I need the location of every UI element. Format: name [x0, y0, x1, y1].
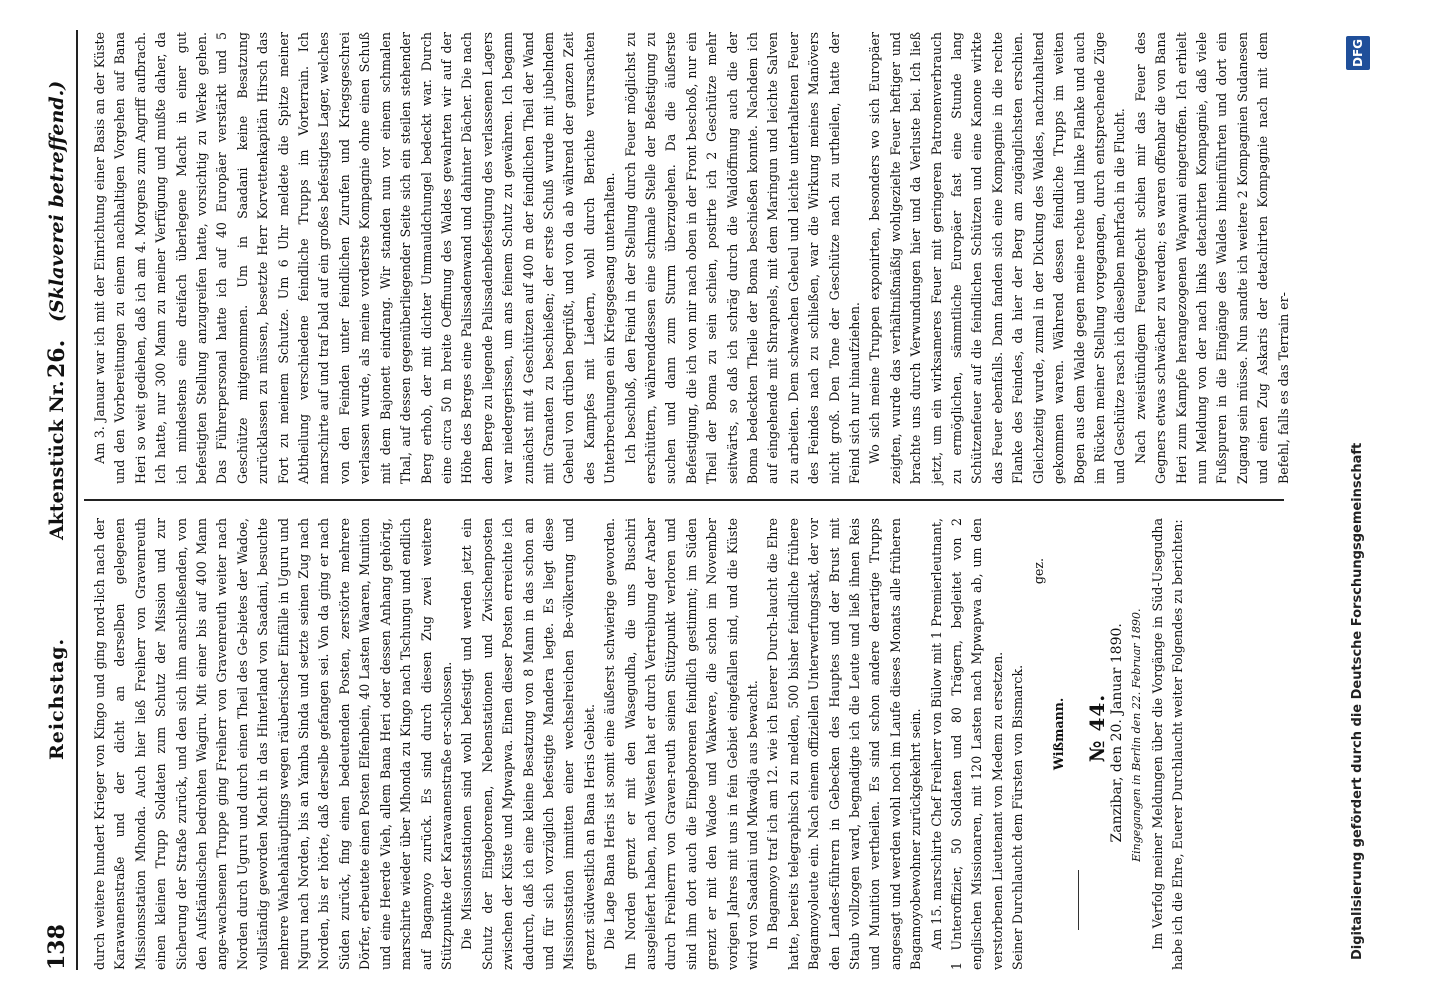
paragraph: In Bagamoyo traf ich am 12. wie ich Euerer Durch-laucht die Ehre hatte, bereits telegraphisch zu melden, 500 bisher feindliche frühere Bagamoyoleute ein. Nach einem offiziellen Unterwerfungsakt, der vor den Landes-führern in Gebecken des Hauptes und der Brust mit Staub vollzogen ward, begnadigte ich die Leute und ließ ihnen Reis und Munition vertheilen. Es sind schon andere derartige Trupps angesagt und werden wohl noch im Laufe dieses Monats alle früheren Bagamoyobewohner zurückgekehrt sein.: [765, 518, 924, 970]
addressee: Seiner Durchlaucht dem Fürsten von Bismarck.: [1010, 664, 1026, 970]
running-title-center: Aktenstück Nr.: [46, 380, 68, 540]
paragraph: Wo sich meine Truppen exponirten, besonders wo sich Europäer zeigten, wurde das verhältnißmäßig wohlgezielte Feuer heftiger und brachte uns durch Verwundungen hier und da Verluste bei. Ich ließ jetzt, um ein wirksameres Feuer mit geringeren Patronenverbrauch zu ermöglichen, sämmtliche Europäer fast eine Stunde lang Schützenfeuer auf die feindlichen Schützen und eine Kanone wirkte das Feuer ebenfalls. Dann fanden sich eine Kompagnie in die rechte Flanke des Feindes, da hier der Berg am zugänglichsten erschien. Gleichzeitig wurde, zumal in der Dickung des Waldes, nachzuhaltend gekommen waren. Während dessen feindliche Trupps im weiten Bogen aus dem Walde gegen meine rechte und linke Flanke und auch im Rücken meiner Stellung vorgegangen, durch entsprechende Züge und Geschütze rasch ich dieselben mehrfach in die Flucht.: [867, 32, 1128, 484]
right-column: [90, 32, 1290, 484]
signature-name: Wißmann.: [1051, 697, 1067, 771]
paragraph: Die Missionsstationen sind wohl befestigt und werden jetzt ein Schutz der Eingeborenen, Nebenstationen und Zwischenposten zwischen der Küste und Mpwapwa. Einen dieser Posten erreichte ich dadurch, daß ich eine kleine Besatzung von 8 Mann in das schon an und für sich vorzüglich befestigte Mandera legte. Es liegt diese Missionsstation inmitten einer wechselreichen Be-völkerung und grenzt südwestlich an Bana Heris Gebiet.: [459, 518, 597, 970]
digitization-footer: [1340, 30, 1380, 960]
digitization-note: Digitalisierung gefördert durch die Deutsche Forschungsgemeinschaft: [1350, 442, 1365, 960]
running-title-right: (Sklaverei betreffend.): [46, 80, 68, 322]
header-rule: [76, 30, 78, 970]
page-number: 138: [44, 924, 70, 970]
paragraph: Am 15. marschirte Chef Freiherr von Bülow mit 1 Premierleutnant, 1 Unteroffizier, 50 Soldaten und 80 Trägern, begleitet von 2 englischen Missionaren, mit 120 Lasten nach Mpwapwa ab, um den verstorbenen Lieutenant von Medem zu ersetzen.: [928, 518, 1005, 970]
signature-label: gez.: [1030, 558, 1046, 585]
dateline: Zanzibar, den 20. Januar 1890.: [1108, 623, 1125, 843]
paragraph: Am 3. Januar war ich mit der Einrichtung einer Basis an der Küste und den Vorbereitungen zu einem nachhaltigen Vorgehen auf Bana Heri so weit gediehen, daß ich am 4. Morgens zum Angriff aufbrach. Ich hatte, nur 300 Mann zu meiner Verfügung und mußte daher, da ich mindestens eine dreifach überlegene Macht in einer gut befestigten Stellung anzugreifen hatte, vorsichtig zu Werke gehen. Das Führerpersonal hatte ich auf 40 Europäer verstärkt und 5 Geschütze mitgenommen. Um in Saadani keine Besatzung zurücklassen zu müssen, besetzte Herr Korvettenkapitän Hirsch das Fort zu meinem Schutze. Um 6 Uhr meldete die Spitze meiner Abtheilung verschiedene feindliche Trupps im Vorterrain. Ich marschirte auf und traf bald auf ein großes befestigtes Lager, welches von den Feinden unter feindlichen Zurufen und Kriegsgeschrei verlassen wurde, als meine vorderste Kompagnie ohne einen Schuß mit dem Bajonett eindrang. Wir standen nun vor einem schmalen Thal, auf dessen gegenüberliegender Seite sich ein steilen stehender Berg erhob, der mit dichter Ummauldchungel bedeckt war. Durch eine circa 50 m breite Oeffnung des Waldes gewahrten wir auf der Höhe des Berges eine Palissadenwand und dahinter Dächer. Die nach dem Berge zu liegende Palissadenbefestigung des verlassenen Lagers war niedergerissen, um ans feinem Schutz zu gewähren. Ich begann zunächst mit 4 Geschützen auf 400 m der feindlichen Theil der Wand mit Granaten zu beschießen; der erste Schuß wurde mit jubelndem Geheul von drüben begrüßt, und von da ab während der ganzen Zeit des Kampfes mit Liedern, wohl durch Berichte verursachten Unterbrechungen ein Kriegsgesang unterhalten.: [92, 32, 618, 484]
paragraph: Im Verfolg meiner Meldungen über die Vorgänge in Süd-Usegudha habe ich die Ehre, Euerer Durchlaucht weiter Folgendes zu berichten:: [1149, 518, 1186, 970]
received-note: Eingegangen in Berlin den 22. Februar 1890.: [1130, 608, 1144, 862]
document-number: 26.: [44, 339, 70, 378]
paragraph: Ich beschloß, den Feind in der Stellung durch Feuer möglichst zu erschüttern, währenddessen eine schmale Stelle der Befestigung zu suchen und dann zum Sturm überzugehen. Da die äußerste Befestigung, die ich von mir nach oben in der Front beschoß, nur ein Theil der Boma zu sein schien, postirte ich 2 Geschütze mehr seitwärts, so daß ich schräg durch die Waldöffnung auch die der Boma bedeckten Theile der Boma beschießen konnte. Nachdem ich auf eingehende mit Shrapnels, mit dem Maringun und leichte Salven zu arbeiten. Dem schwachen Geheul und leichte unterhaltenen Feuer des Feindes nach zu schließen, war die Wirkung meines Manövers nicht groß. Den Tone der Geschütze nach zu urtheilen, hatte der Feind sich nur hinaufziehen.: [622, 32, 863, 484]
paragraph: Nach zweistündigem Feuergefecht schien mir das Feuer des Gegners etwas schwächer zu werden; es waren offenbar die von Bana Heri zum Kampfe herangezogenen Wapwani eingetroffen. Ich erhielt nun Meldung von der nach links detachirten Kompagnie, daß viele Fußspuren in die Eingänge des Waldes hineinführten und dort ein Zugang sein müsse. Nun sandte ich weitere 2 Kompagnien Sudanesen und einen Zug Askaris der detachirten Kompagnie nach mit dem Befehl, falls es das Terrain er-: [1132, 32, 1291, 484]
column-divider: [84, 499, 1284, 501]
document-heading: № 44.: [1084, 693, 1109, 763]
left-column: [90, 518, 1290, 970]
section-rule: [1078, 870, 1079, 930]
running-title-left: Reichstag.: [46, 637, 68, 760]
dfg-logo: DFG: [1346, 36, 1370, 70]
document-page: [40, 30, 1320, 970]
paragraph: durch weitere hundert Krieger von Kingo und ging nord-lich nach der Karawanenstraße und der dicht an derselben gelegenen Missionsstation Mhonda. Auch hier ließ Freiherr von Gravenreuth einen kleinen Trupp Soldaten zum Schutz der Mission und zur Sicherung der Straße zurück, und den sich ihm anschließenden, von den Aufständischen bedrohten Wagiru. Mit einer bis auf 400 Mann ange-wachsenen Truppe ging Freiherr von Gravenreuth weiter nach Norden durch Uguru und durch einen Theil des Ge-bietes der Wadoe, vollständig geworden Macht in das Hinterland von Saadani, besuchte mehrere Wahehahäuptlings wegen räuberischer Einfälle in Uguru und Nguru nach Norden, bis an Yamba Sinda und setzte seinen Zug nach Norden, bis er hörte, daß derselbe gefangen sei. Von da ging er nach Süden zurück, fing einen bedeutenden Posten, zerstörte mehrere Dörfer, erbeutete einen Posten Elfenbein, 40 Lasten Waaren, Munition und eine Heerde Vieh, allem Bana Heri oder dessen Anhang gehörig, marschirte wieder über Mhonda zu Kingo nach Tschungu und endlich auf Bagamoyo zurück. Es sind durch diesen Zug zwei weitere Stützpunkte der Karawanenstraße er-schlossen.: [92, 518, 454, 970]
page-header: [40, 30, 82, 970]
paragraph: Die Lage Bana Heris ist somit eine äußerst schwierige geworden. Im Norden grenzt er mit den Wasegudha, die uns Buschiri ausgeliefert haben, nach Westen hat er durch Vertreibung der Araber durch Freiherrn von Graven-reuth seinen Stützpunkt verloren und sind ihm dort auch die Eingeborenen feindlich gestimmt; im Süden grenzt er mit den Wadoe und Wakwere, die schon im November vorigen Jahres mit uns in fein Gebiet eingefallen sind, und die Küste wird von Saadani und Mkwadja aus bewacht.: [602, 518, 760, 970]
